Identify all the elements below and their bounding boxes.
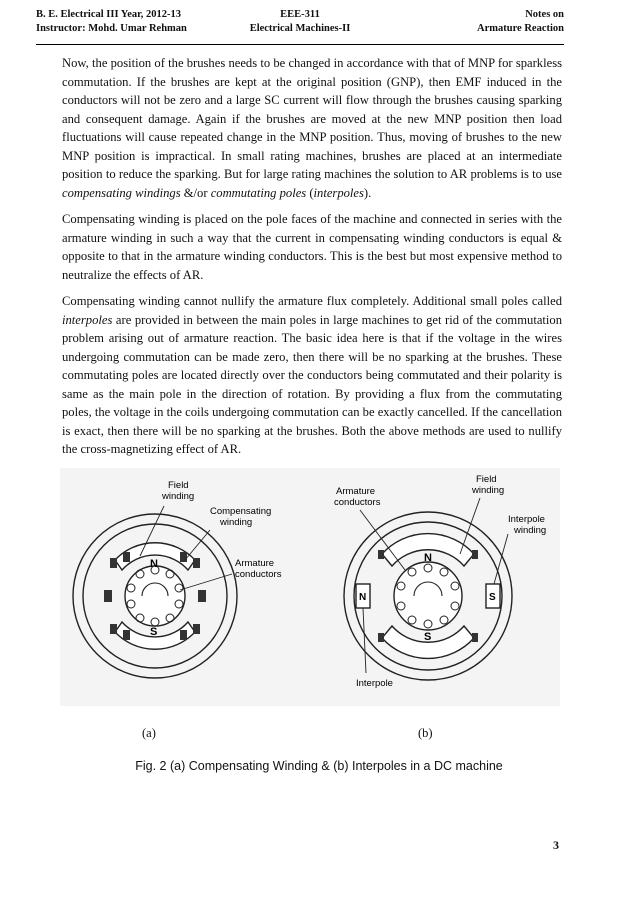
paragraph-compensating: Compensating winding is placed on the pole faces of the machine and connected in series with the armature winding in such a way that the current in compensating winding conductors is equal & opposite to that in the armature winding conductors. This is the best but most expensive method to neutralize the effects of AR.	[62, 212, 562, 282]
page-number: 3	[553, 838, 559, 852]
interpole-label-n-b: N	[359, 592, 367, 603]
header-subject: Electrical Machines-II	[249, 23, 351, 34]
header-notes: Notes on	[525, 9, 564, 20]
label-compensating-a: Compensating	[210, 506, 272, 517]
term-compensating-windings: compensating windings	[62, 185, 181, 200]
header-instructor: Instructor: Mohd. Umar Rehman	[36, 23, 187, 34]
pole-label-s-a: S	[150, 626, 158, 638]
paragraph-brushes: Now, the position of the brushes needs to be changed in accordance with that of MNP for sparkless commutation. If the brushes are kept at the original position (GNP), then EMF induced in the conductors will not be zero and a large SC current will flow through the brushes causing sparking and consequent damage. Again if the brushes are moved at the new MNP position then load fluctuations will cause repeated change in the MNP position. Thus, moving of brushes to the new MNP position is impractical. In small rating machines, brushes are placed at an intermediate position to reduce the sparking. But for large rating machines the solution to AR problems is to use compensating windings &/or commutating poles (interpoles).	[62, 56, 562, 200]
label-conductors-b: conductors	[334, 497, 381, 508]
label-field-b: Field	[476, 474, 497, 485]
header-course: B. E. Electrical III Year, 2012-13	[36, 9, 182, 20]
term-interpoles-2: interpoles	[62, 312, 113, 327]
label-interpole-b: Interpole	[356, 678, 393, 689]
pole-label-s-b: S	[424, 631, 432, 643]
label-winding-a: winding	[162, 491, 195, 502]
figure-caption: Fig. 2 (a) Compensating Winding & (b) Interpoles in a DC machine	[135, 759, 503, 773]
header-topic: Armature Reaction	[477, 23, 564, 34]
term-commutating-poles: commutating poles	[210, 185, 307, 200]
label-interpole-winding2-b: winding	[514, 525, 547, 536]
label-armature-a: Armature	[235, 558, 275, 569]
label-winding-b: winding	[472, 485, 505, 496]
armature-a	[125, 566, 185, 626]
header-right	[477, 8, 564, 36]
subfigure-b-label: (b)	[418, 726, 433, 740]
pole-label-n-b: N	[424, 552, 432, 564]
interpole-label-s-b: S	[489, 592, 496, 603]
label-armature-b: Armature	[336, 486, 376, 497]
term-interpoles: interpoles	[313, 185, 364, 200]
label-conductors-a: conductors	[235, 569, 282, 580]
paragraph-interpoles: Compensating winding cannot nullify the armature flux completely. Additional small poles called interpoles are provided in between the main poles in large machines to get rid of the commutation problem arising out of armature reaction. The basic idea here is that if the voltage in the wires undergoing commutation can be made zero, then there will be no sparking at the brushes. These commutating poles are located directly over the conductors being commutated and their polarity is same as the main pole in the direction of rotation. By providing a flux from the commutating poles, the voltage in the coils undergoing commutation can be exactly cancelled. If the cancellation is exact, then there will be no sparking at the brushes. Both the above methods are used to nullify the cross-magnetizing effect of AR.	[62, 294, 562, 456]
figure-diagrams	[60, 468, 560, 706]
label-interpole-winding-b: Interpole	[508, 514, 545, 525]
subfigure-a-label: (a)	[142, 726, 156, 740]
body-text	[62, 54, 562, 467]
header-code: EEE-311	[280, 9, 320, 20]
page-header	[36, 8, 564, 45]
label-field-a: Field	[168, 480, 189, 491]
pole-label-n-a: N	[150, 558, 158, 570]
label-comp-winding-a: winding	[220, 517, 253, 528]
